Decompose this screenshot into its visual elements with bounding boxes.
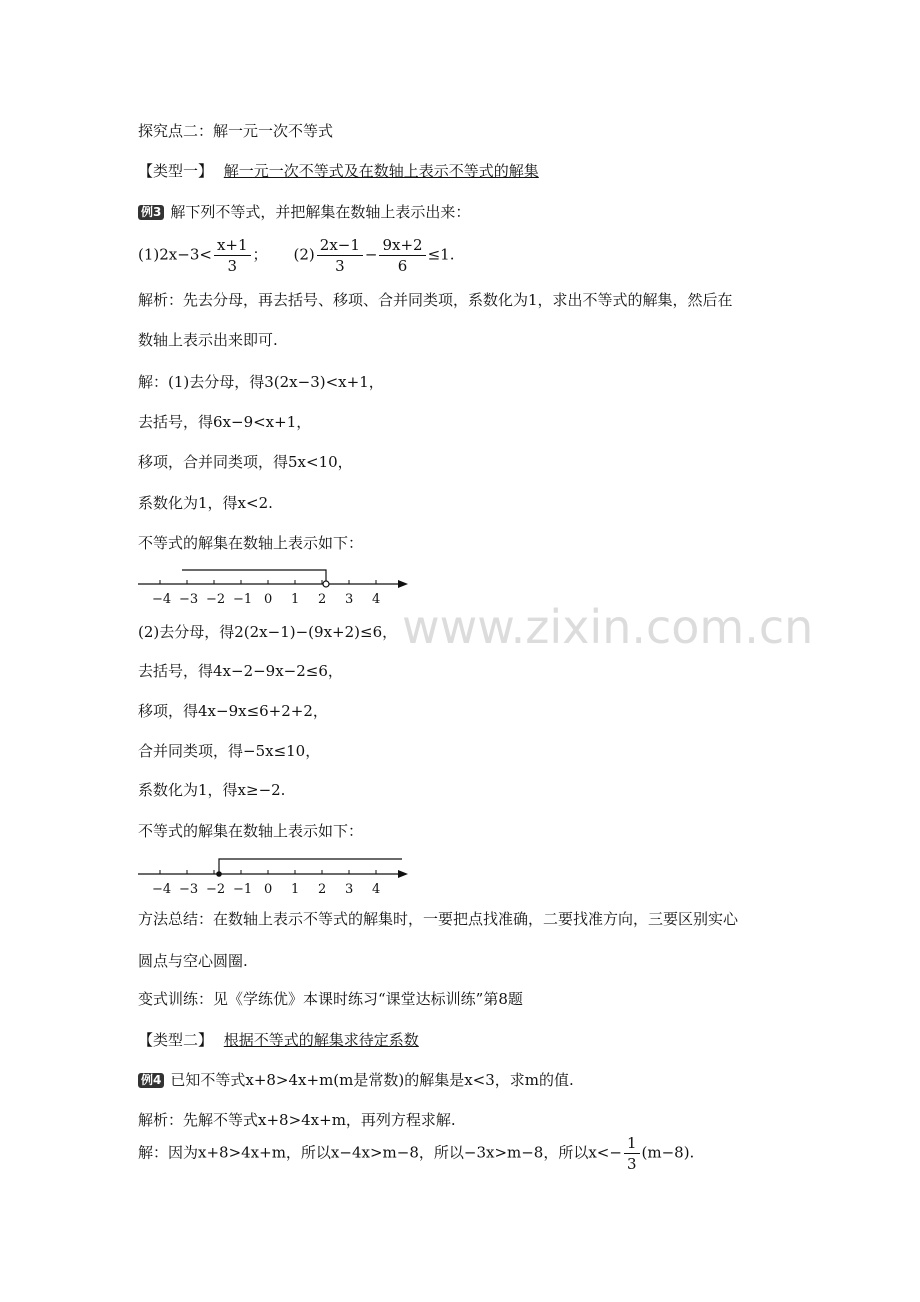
solution1-line2: 去括号，得6x−9<x+1，: [138, 413, 312, 431]
example3-problems: (1)2x−3< $\frac{x+1}{3}$ ； (2) $\frac{2x-1}{3}$ − $\frac{9x+2}{6}$ ≤1.: [138, 236, 455, 275]
example3-question: [138, 202, 470, 222]
fraction-1-over-3: $\frac{1}{3}$: [624, 1133, 640, 1174]
analysis2: 解析：先解不等式x+8>4x+m，再列方程求解.: [138, 1111, 456, 1129]
example3-text: 解下列不等式，并把解集在数轴上表示出来：: [170, 203, 471, 221]
tick-label: −4: [152, 882, 172, 897]
problem2-label: (2): [293, 245, 315, 264]
tick-label: −1: [233, 882, 253, 897]
solid-dot-point: [216, 871, 222, 877]
example4-question: [138, 1070, 574, 1090]
tick-label: −4: [152, 592, 172, 607]
fraction-x-plus-1-over-3: $\frac{x+1}{3}$: [214, 235, 251, 276]
fraction-9x-2-over-6: $\frac{9x+2}{6}$: [379, 235, 425, 276]
solution3: 解：因为x+8>4x+m，所以x−4x>m−8，所以−3x>m−8，所以x<− $\frac{1}{3}$ (m−8).: [138, 1134, 695, 1173]
solution1-line5: 不等式的解集在数轴上表示如下：: [138, 534, 364, 552]
analysis1-line2: 数轴上表示出来即可.: [138, 331, 278, 349]
solution1-line1: 解：(1)去分母，得3(2x−3)<x+1，: [138, 373, 384, 391]
type2-title: 根据不等式的解集求待定系数: [223, 1031, 419, 1049]
tick-label: 3: [345, 882, 354, 897]
solution2-line2: 去括号，得4x−2−9x−2≤6，: [138, 662, 343, 680]
open-circle-point: [323, 581, 329, 587]
tick-label: 4: [372, 882, 381, 897]
solution3-text: 解：因为x+8>4x+m，所以x−4x>m−8，所以−3x>m−8，所以x<−: [138, 1143, 622, 1162]
solution-range-bracket-2: [219, 859, 402, 872]
solution1-line3: 移项，合并同类项，得5x<10，: [138, 453, 353, 471]
example4-tag: 例4: [138, 1073, 164, 1088]
type1-label: 【类型一】: [138, 162, 214, 180]
type2-label: 【类型二】: [138, 1031, 214, 1049]
example4-text: 已知不等式x+8>4x+m(m是常数)的解集是x<3，求m的值.: [170, 1071, 574, 1089]
tick-label: −3: [179, 882, 199, 897]
method-summary-line1: 方法总结：在数轴上表示不等式的解集时，一要把点找准确，二要找准方向，三要区别实心: [138, 910, 739, 928]
tick-label: −3: [179, 592, 199, 607]
solution2-line6: 不等式的解集在数轴上表示如下：: [138, 822, 364, 840]
tick-label: 2: [318, 592, 327, 607]
solution2-line4: 合并同类项，得−5x≤10，: [138, 742, 321, 760]
tick-label: 1: [291, 882, 300, 897]
watermark: www.zixin.com.cn: [402, 600, 814, 654]
tick-label: 2: [318, 882, 327, 897]
solution1-line4: 系数化为1，得x<2.: [138, 494, 273, 512]
tick-label: 1: [291, 592, 300, 607]
method-summary-line2: 圆点与空心圆圈.: [138, 952, 248, 970]
tick-label: −2: [206, 592, 226, 607]
number-line-2: [130, 850, 420, 900]
problem1-left: (1)2x−3<: [138, 245, 212, 264]
type2-heading: [138, 1030, 419, 1050]
number-line-1: [130, 560, 420, 610]
variant-training: 变式训练：见《学练优》本课时练习“课堂达标训练”第8题: [138, 990, 523, 1008]
type1-title: 解一元一次不等式及在数轴上表示不等式的解集: [223, 162, 539, 180]
tick-label: −1: [233, 592, 253, 607]
solution-range-bracket-1: [182, 570, 326, 581]
analysis1-line1: 解析：先去分母，再去括号、移项、合并同类项，系数化为1，求出不等式的解集，然后在: [138, 291, 733, 309]
tick-label: 3: [345, 592, 354, 607]
solution2-line1: (2)去分母，得2(2x−1)−(9x+2)≤6，: [138, 623, 398, 641]
solution2-line5: 系数化为1，得x≥−2.: [138, 781, 286, 799]
example3-tag: 例3: [138, 205, 164, 220]
tick-label: 0: [264, 592, 273, 607]
fraction-2x-1-over-3: $\frac{2x-1}{3}$: [317, 235, 363, 276]
solution2-line3: 移项，得4x−9x≤6+2+2，: [138, 702, 328, 720]
section-heading: 探究点二：解一元一次不等式: [138, 122, 334, 140]
tick-label: −2: [206, 882, 226, 897]
type1-heading: [138, 161, 539, 181]
tick-label: 4: [372, 592, 381, 607]
tick-label: 0: [264, 882, 273, 897]
